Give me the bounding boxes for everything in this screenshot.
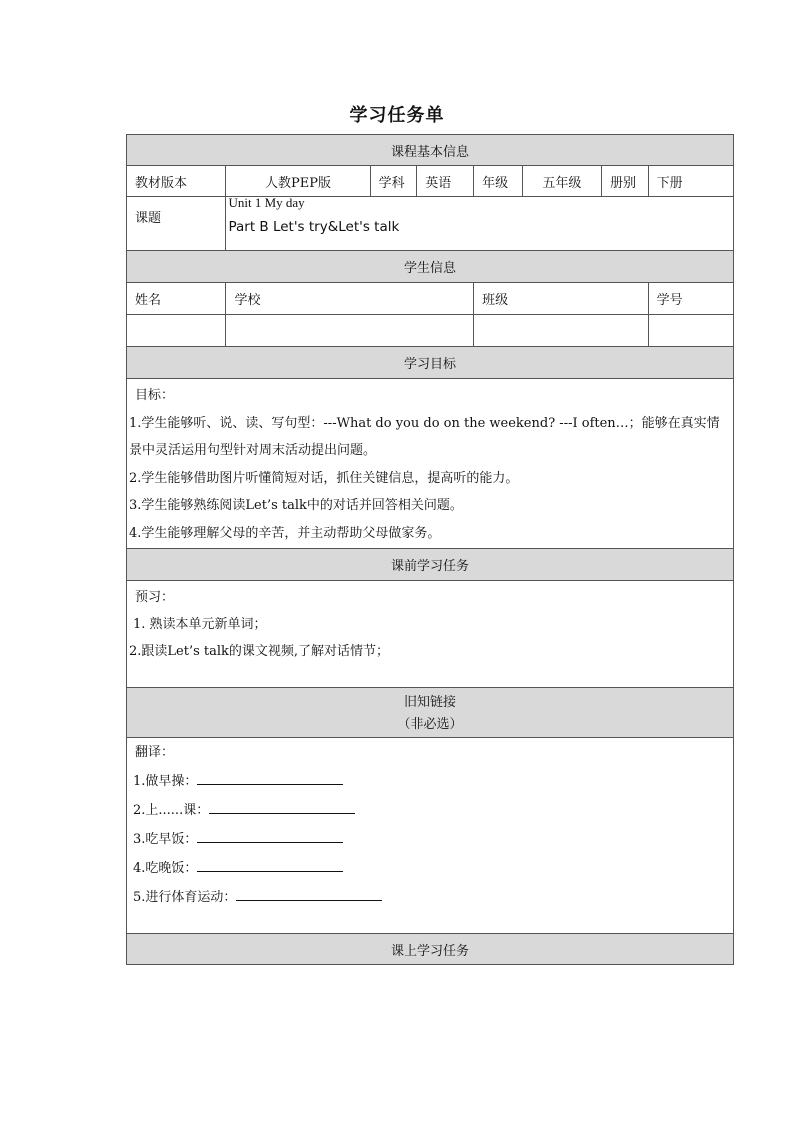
student-id-label: 学号 <box>648 283 733 315</box>
pre-class-content <box>127 581 734 688</box>
review-subtitle: （非必选） <box>397 716 463 732</box>
class-label: 班级 <box>474 283 649 315</box>
name-label: 姓名 <box>127 283 226 315</box>
review-item: 1.做早操： <box>133 774 198 789</box>
topic-row <box>127 197 734 251</box>
page-title: 学习任务单 <box>349 105 445 126</box>
goal-item: 3.学生能够熟练阅读Let’s talk中的对话并回答相关问题。 <box>129 498 463 513</box>
review-item: 3.吃早饭： <box>133 832 198 847</box>
goals-header-row <box>127 347 734 379</box>
topic-unit-line: Unit 1 My day <box>228 195 305 210</box>
review-intro: 翻译： <box>135 745 175 760</box>
class-field[interactable] <box>474 315 649 347</box>
student-label-row <box>127 283 734 315</box>
topic-value <box>226 197 734 251</box>
review-header-row <box>127 688 734 738</box>
course-info-header: 课程基本信息 <box>127 135 734 166</box>
textbook-value: 人教PEP版 <box>226 166 370 197</box>
in-class-header-row <box>127 934 734 965</box>
in-class-header: 课上学习任务 <box>127 934 734 965</box>
goals-content <box>127 379 734 549</box>
review-item: 5.进行体育运动： <box>133 890 237 905</box>
subject-value: 英语 <box>417 166 474 197</box>
goal-item: 1.学生能够听、说、读、写句型：---What do you do on the weekend? ---I often…；能够在真实情景中灵活运用句型针对周末活动提出问题。 <box>129 415 720 458</box>
student-info-header-row <box>127 251 734 283</box>
review-item: 4.吃晚饭： <box>133 861 198 876</box>
topic-label: 课题 <box>127 197 226 251</box>
textbook-label: 教材版本 <box>127 166 226 197</box>
topic-part-line: Part B Let's try&Let's talk <box>228 219 400 235</box>
goal-item: 4.学生能够理解父母的辛苦，并主动帮助父母做家务。 <box>129 525 441 541</box>
pre-class-header: 课前学习任务 <box>127 549 734 581</box>
school-label: 学校 <box>226 283 474 315</box>
volume-label: 册别 <box>601 166 648 197</box>
answer-blank[interactable] <box>209 799 355 814</box>
answer-blank[interactable] <box>197 857 343 872</box>
review-row <box>127 738 734 934</box>
student-info-header: 学生信息 <box>127 251 734 283</box>
review-content <box>127 738 734 934</box>
task-sheet-table <box>126 134 734 965</box>
pre-class-row <box>127 581 734 688</box>
student-id-field[interactable] <box>648 315 733 347</box>
subject-label: 学科 <box>370 166 417 197</box>
grade-label: 年级 <box>474 166 523 197</box>
answer-blank[interactable] <box>197 828 343 843</box>
goal-item: 2.学生能够借助图片听懂简短对话，抓住关键信息，提高听的能力。 <box>129 470 519 486</box>
pre-class-item: 1. 熟读本单元新单词； <box>133 617 267 632</box>
pre-class-intro: 预习： <box>135 590 175 605</box>
review-title: 旧知链接 <box>403 694 456 710</box>
course-info-header-row <box>127 135 734 166</box>
pre-class-item: 2.跟读Let’s talk的课文视频,了解对话情节； <box>129 644 390 659</box>
goals-header: 学习目标 <box>127 347 734 379</box>
review-header <box>127 688 734 738</box>
volume-value: 下册 <box>648 166 733 197</box>
goals-row <box>127 379 734 549</box>
grade-value: 五年级 <box>522 166 601 197</box>
student-input-row <box>127 315 734 347</box>
name-field[interactable] <box>127 315 226 347</box>
pre-class-header-row <box>127 549 734 581</box>
review-item: 2.上......课： <box>133 803 210 818</box>
goals-intro: 目标： <box>135 388 175 403</box>
course-info-row <box>127 166 734 197</box>
answer-blank[interactable] <box>236 886 382 901</box>
answer-blank[interactable] <box>197 770 343 785</box>
school-field[interactable] <box>226 315 474 347</box>
